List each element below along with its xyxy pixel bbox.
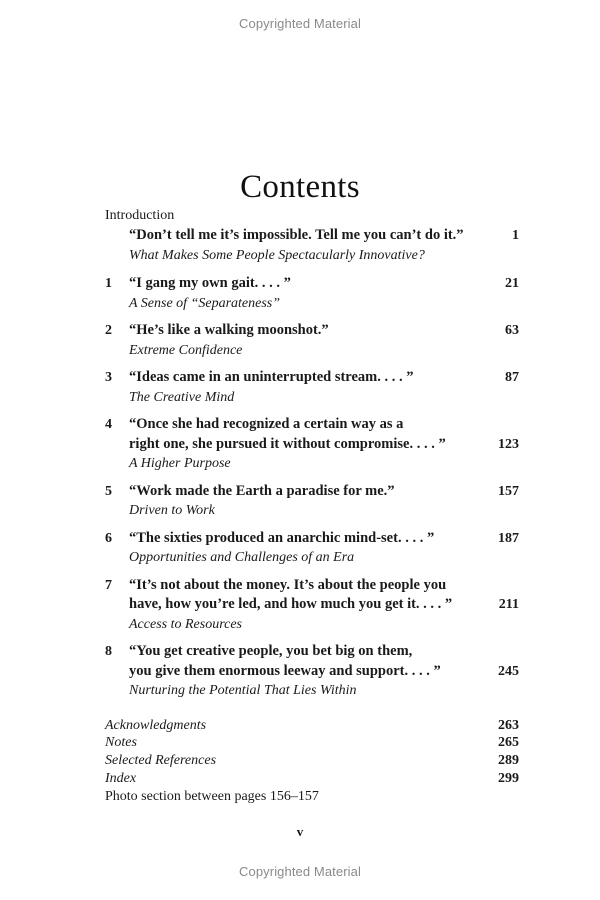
chapter-quote-line: have, how you’re led, and how much you get it. . . . ” — [129, 596, 453, 612]
back-matter-page-number: 265 — [498, 735, 519, 751]
chapter-page-number: 211 — [498, 597, 519, 612]
back-matter-label: Notes — [105, 735, 137, 751]
back-matter-page-number: 263 — [498, 717, 519, 733]
page-folio: v — [296, 824, 304, 839]
toc-entry-chapter-8[interactable] — [105, 642, 519, 701]
back-matter-page-number: 299 — [498, 770, 519, 786]
back-matter-page-number: 289 — [498, 753, 519, 769]
back-matter-item[interactable] — [105, 770, 519, 788]
chapter-quote-line: “Work made the Earth a paradise for me.” — [129, 482, 395, 499]
toc-entry-chapter-1[interactable] — [105, 274, 519, 313]
chapter-number: 6 — [105, 530, 112, 546]
chapter-quote-line: right one, she pursued it without compromise. . . . ” — [129, 435, 446, 452]
chapter-number: 2 — [105, 323, 112, 338]
back-matter-label: Index — [105, 770, 137, 786]
chapter-page-number: 63 — [505, 323, 519, 338]
chapter-page-number: 245 — [498, 663, 519, 679]
chapter-subtitle: The Creative Mind — [129, 389, 235, 405]
back-matter-list — [105, 717, 519, 788]
chapter-quote-line: “The sixties produced an anarchic mind-set. . . . ” — [129, 529, 435, 546]
chapter-page-number: 187 — [498, 530, 519, 546]
chapter-quote-line: “Ideas came in an uninterrupted stream. . . . ” — [129, 369, 414, 385]
chapter-list — [105, 274, 519, 701]
chapter-quote-line: “You get creative people, you bet big on them, — [129, 643, 413, 659]
chapter-subtitle: Opportunities and Challenges of an Era — [129, 550, 355, 565]
chapter-quote-line: you give them enormous leeway and support. . . . ” — [129, 662, 441, 679]
entry-number — [105, 226, 129, 265]
toc-entry-chapter-4[interactable] — [105, 415, 519, 474]
chapter-page-number: 123 — [498, 436, 519, 452]
toc-entry-chapter-6[interactable] — [105, 529, 519, 568]
chapter-number: 3 — [105, 370, 112, 385]
photo-section-note: Photo section between pages 156–157 — [105, 788, 319, 804]
chapter-subtitle: Extreme Confidence — [129, 342, 243, 358]
chapter-page-number: 157 — [498, 483, 519, 499]
chapter-number: 4 — [105, 417, 112, 432]
chapter-number: 5 — [105, 483, 112, 499]
chapter-subtitle: Access to Resources — [129, 616, 242, 632]
back-matter-item[interactable] — [105, 752, 519, 770]
chapter-page-number: 87 — [505, 370, 519, 385]
chapter-number: 1 — [105, 276, 112, 291]
chapter-quote-line: “He’s like a walking moonshot.” — [129, 322, 329, 338]
back-matter-item[interactable] — [105, 717, 519, 735]
entry-page-number: 1 — [512, 228, 519, 243]
chapter-number: 8 — [105, 644, 112, 659]
back-matter-item[interactable] — [105, 734, 519, 752]
chapter-number: 7 — [105, 577, 112, 593]
chapter-quote-line: “I gang my own gait. . . . ” — [129, 275, 291, 291]
chapter-quote-line: “Once she had recognized a certain way as a — [129, 416, 404, 432]
introduction-label: Introduction — [105, 208, 175, 223]
toc-entry-chapter-5[interactable] — [105, 482, 519, 521]
toc-entry-chapter-3[interactable] — [105, 368, 519, 407]
copyright-watermark-top: Copyrighted Material — [239, 16, 361, 31]
chapter-subtitle: A Sense of “Separateness” — [129, 295, 281, 311]
copyright-watermark-bottom: Copyrighted Material — [239, 864, 361, 879]
toc-entry-chapter-2[interactable] — [105, 321, 519, 360]
table-of-contents — [105, 206, 519, 805]
chapter-subtitle: Nurturing the Potential That Lies Within — [129, 683, 357, 698]
page-title: Contents — [240, 169, 360, 206]
back-matter-label: Acknowledgments — [105, 717, 207, 733]
chapter-subtitle: Driven to Work — [129, 503, 215, 518]
toc-entry-chapter-7[interactable] — [105, 576, 519, 635]
toc-entry-introduction[interactable] — [105, 226, 519, 265]
entry-quote: “Don’t tell me it’s impossible. Tell me you can’t do it.” — [129, 227, 464, 243]
chapter-page-number: 21 — [505, 276, 519, 291]
chapter-subtitle: A Higher Purpose — [129, 456, 231, 471]
chapter-quote-line: “It’s not about the money. It’s about the people you — [129, 576, 447, 593]
back-matter-label: Selected References — [105, 753, 217, 769]
entry-subtitle: What Makes Some People Spectacularly Innovative? — [129, 247, 425, 263]
